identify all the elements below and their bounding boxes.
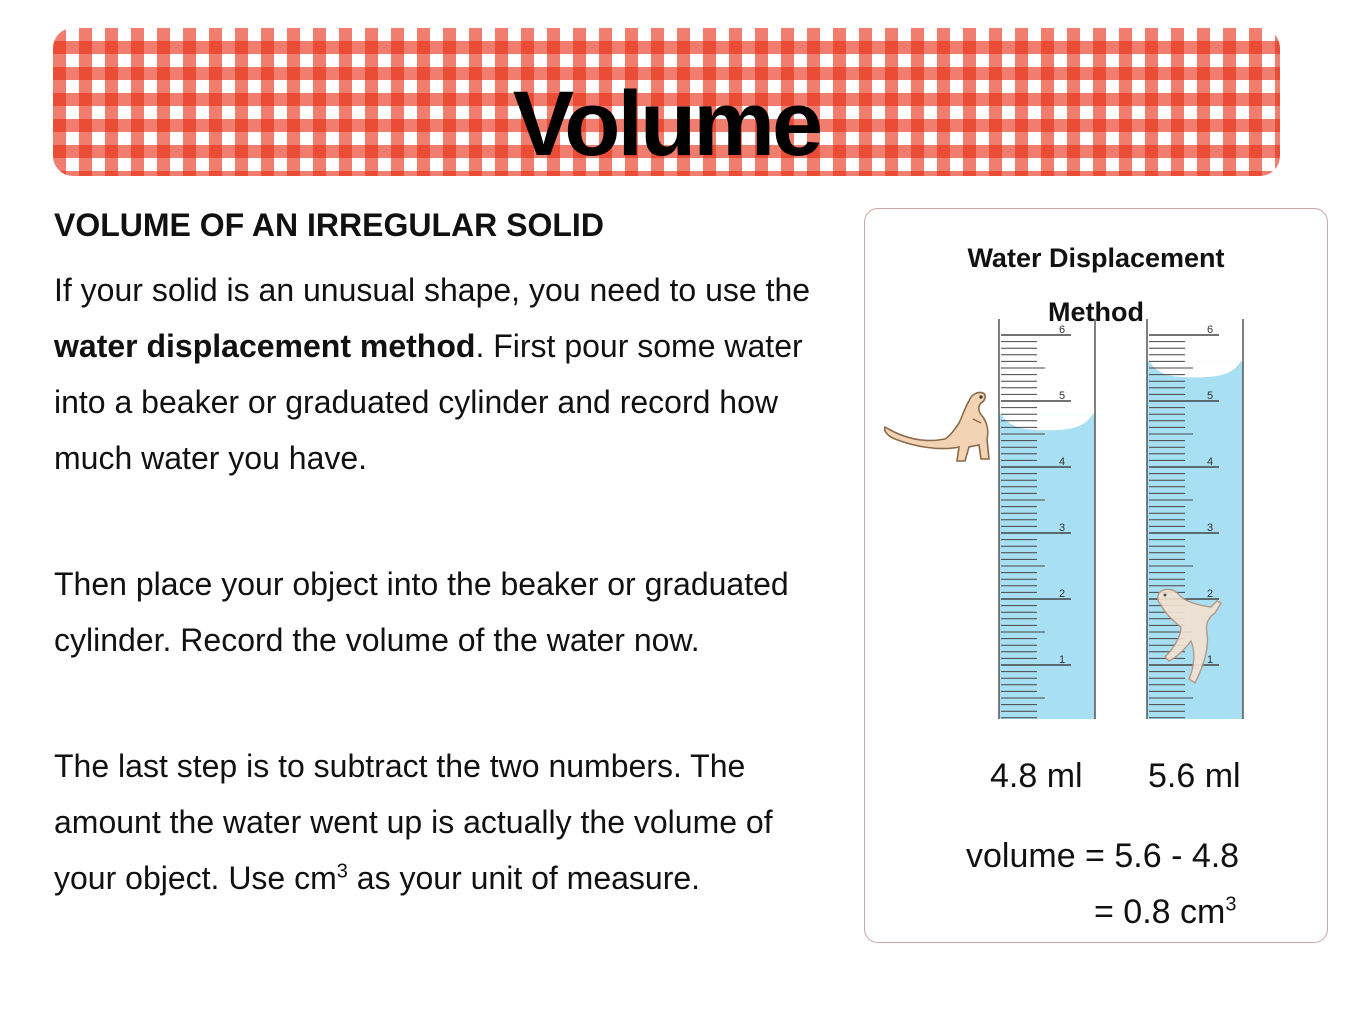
formula-result: = 0.8 cm xyxy=(1094,893,1226,931)
formula-line-1: volume = 5.6 - 4.8 xyxy=(966,837,1240,875)
scale-label: 6 xyxy=(1059,324,1066,336)
scale-label: 2 xyxy=(1207,588,1214,600)
p3-text-before: The last step is to subtract the two numbers. The amount the water went up is actually the volume of your object. Use cm xyxy=(54,748,773,896)
panel-title-line-2: Method xyxy=(1048,297,1144,327)
scale-label: 1 xyxy=(1059,654,1066,666)
reading-before: 4.8 ml xyxy=(990,757,1083,795)
paragraph-1 xyxy=(54,262,824,486)
diagram-panel xyxy=(864,208,1328,943)
reading-after: 5.6 ml xyxy=(1148,757,1241,795)
p1-bold-term: water displacement method xyxy=(54,328,476,364)
cylinder-before xyxy=(999,319,1095,719)
cylinders-diagram xyxy=(875,319,1319,749)
scale-label: 3 xyxy=(1059,522,1066,534)
page-title: Volume xyxy=(512,73,821,175)
p1-text-after: . First pour some water into a beaker or graduated cylinder and record how much water you have. xyxy=(54,328,803,476)
article xyxy=(54,205,824,906)
formula-superscript: 3 xyxy=(1225,893,1237,916)
dinosaur-icon xyxy=(885,392,989,461)
p3-text-after: as your unit of measure. xyxy=(347,860,701,896)
scale-label: 5 xyxy=(1207,390,1214,402)
scale-label: 4 xyxy=(1207,456,1214,468)
scale-label: 6 xyxy=(1207,324,1214,336)
scale-label: 3 xyxy=(1207,522,1214,534)
section-heading: VOLUME OF AN IRREGULAR SOLID xyxy=(54,207,604,243)
paragraph-3 xyxy=(54,738,824,906)
scale-label: 1 xyxy=(1207,654,1214,666)
p1-text-before: If your solid is an unusual shape, you need to use the xyxy=(54,272,811,308)
scale-label: 5 xyxy=(1059,390,1066,402)
p3-superscript: 3 xyxy=(336,860,348,883)
title-banner xyxy=(53,28,1280,176)
scale-label: 4 xyxy=(1059,456,1066,468)
scale-label: 2 xyxy=(1059,588,1066,600)
formula-line-2 xyxy=(1094,893,1236,932)
panel-title-line-1: Water Displacement xyxy=(967,243,1225,273)
paragraph-2: Then place your object into the beaker or graduated cylinder. Record the volume of the water now. xyxy=(54,566,789,658)
